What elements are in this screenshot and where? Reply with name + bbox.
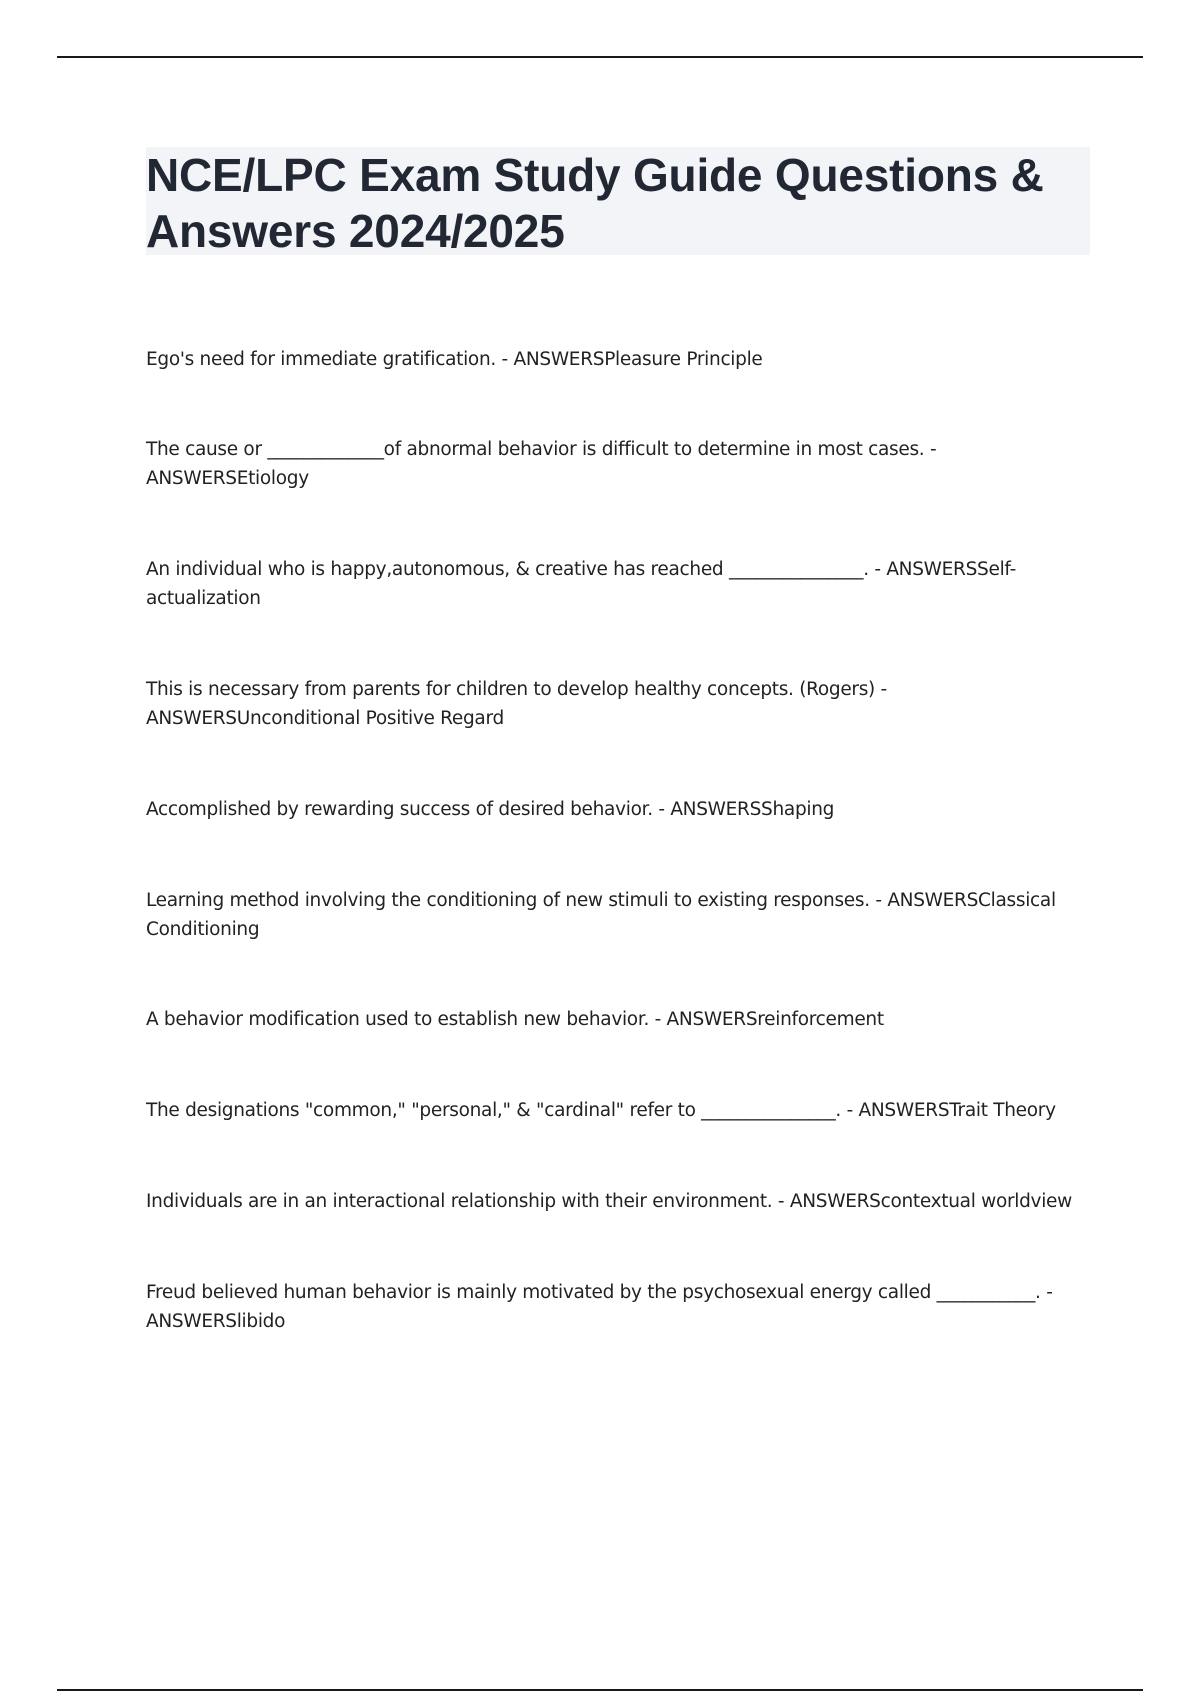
top-divider: [57, 56, 1143, 58]
qa-item-8: The designations "common," "personal," & "cardinal" refer to _______________. - ANSWERSTrait Theory: [146, 1100, 1056, 1121]
qa-item-5: Accomplished by rewarding success of desired behavior. - ANSWERSShaping: [146, 799, 835, 820]
qa-item-1: Ego's need for immediate gratification. - ANSWERSPleasure Principle: [146, 349, 763, 370]
qa-item-4: This is necessary from parents for children to develop healthy concepts. (Rogers) - ANSWERSUnconditional Positive Regard: [146, 679, 887, 729]
document-title: NCE/LPC Exam Study Guide Questions & Answers 2024/2025: [146, 149, 1044, 257]
bottom-divider: [57, 1689, 1143, 1691]
qa-item-6: Learning method involving the conditioning of new stimuli to existing responses. - ANSWERSClassical Conditioning: [146, 890, 1056, 940]
qa-item-2: The cause or _____________of abnormal behavior is difficult to determine in most cases. - ANSWERSEtiology: [146, 439, 937, 489]
qa-item-3: An individual who is happy,autonomous, & creative has reached _______________. - ANSWERSSelf-actualization: [146, 559, 1016, 609]
qa-item-10: Freud believed human behavior is mainly motivated by the psychosexual energy called ___________. - ANSWERSlibido: [146, 1282, 1053, 1332]
qa-item-9: Individuals are in an interactional relationship with their environment. - ANSWERScontextual worldview: [146, 1191, 1072, 1212]
title-block: [146, 147, 1090, 255]
qa-item-7: A behavior modification used to establish new behavior. - ANSWERSreinforcement: [146, 1009, 884, 1030]
